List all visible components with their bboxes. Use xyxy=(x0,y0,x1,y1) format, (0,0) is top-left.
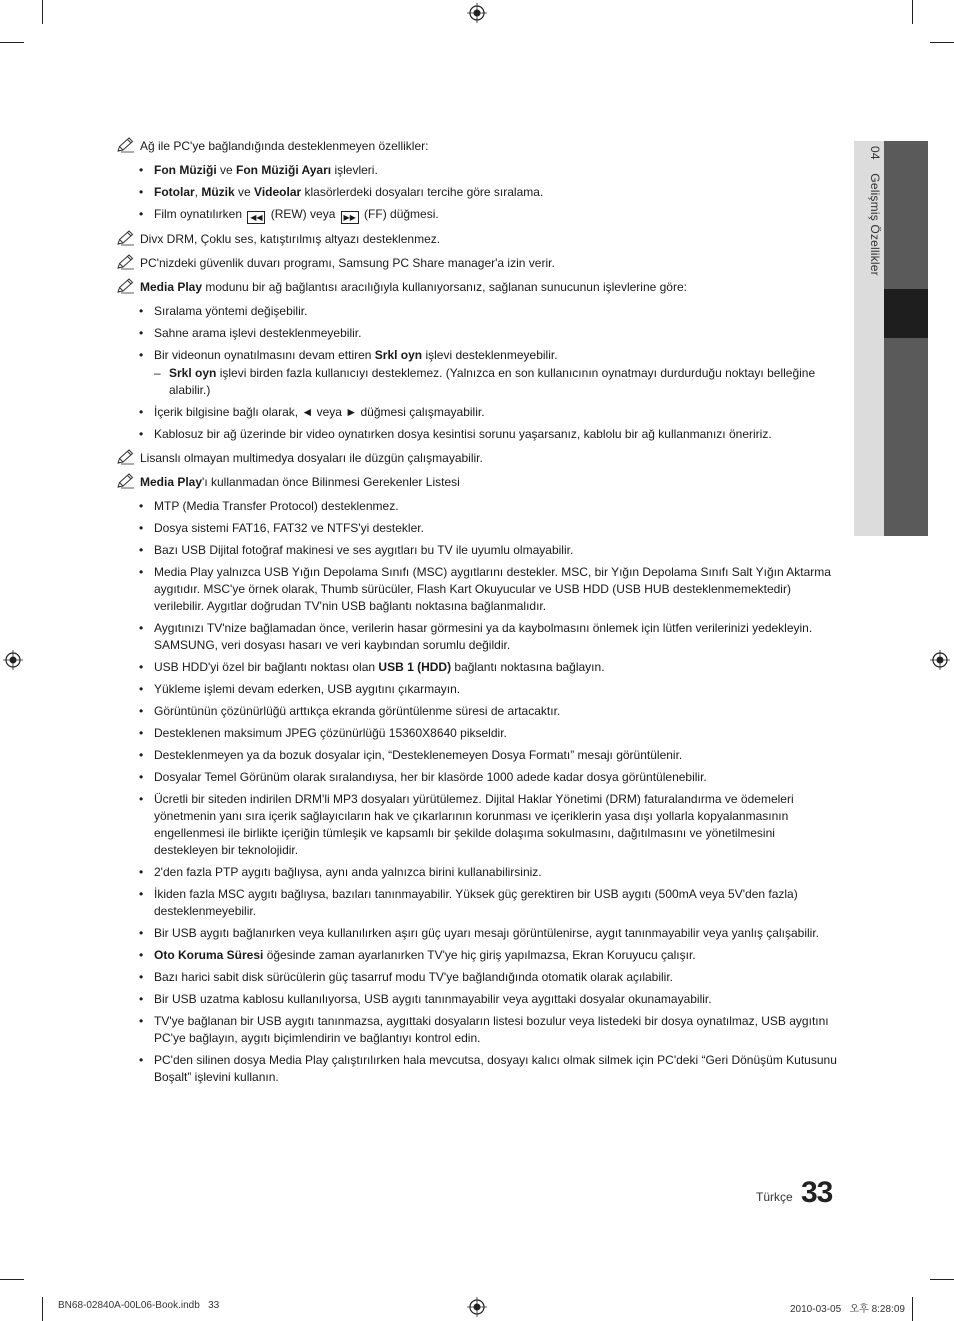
side-tab-label xyxy=(856,146,882,446)
text-run: Film oynatılırken xyxy=(154,207,246,221)
list-item xyxy=(154,498,841,515)
list-item xyxy=(154,206,841,224)
note-pencil-icon xyxy=(116,229,136,247)
text-run: Dosyalar Temel Görünüm olarak sıralandıysa, her bir klasörde 1000 adede kadar dosya görüntülenebilir. xyxy=(154,770,707,784)
page-content xyxy=(116,138,841,1093)
bold-term: Müzik xyxy=(201,185,235,199)
registration-mark-icon xyxy=(467,3,487,23)
side-tab-bar xyxy=(884,141,928,536)
text-run: (REW) veya xyxy=(267,207,339,221)
text-run: Bazı harici sabit disk sürücülerin güç tasarruf modu TV'ye bağlandığında otomatik olarak açılabilir. xyxy=(154,970,673,984)
list-item xyxy=(154,347,841,399)
text-run: Bir USB uzatma kablosu kullanılıyorsa, USB aygıtı tanınmayabilir veya aygıttaki dosyalar okunamayabilir. xyxy=(154,992,712,1006)
list-item xyxy=(154,542,841,559)
list-item xyxy=(154,725,841,742)
list-item xyxy=(154,659,841,676)
list-item xyxy=(154,520,841,537)
crop-mark xyxy=(912,1297,913,1321)
registration-mark-icon xyxy=(3,650,23,670)
crop-mark xyxy=(42,1297,43,1321)
text-run: klasörlerdeki dosyaları tercihe göre sıralama. xyxy=(301,185,544,199)
list-item xyxy=(154,184,841,201)
print-date-info: 2010-03-05 오후 8:28:09 xyxy=(790,1304,905,1315)
text-run: , xyxy=(194,185,202,199)
bold-term: Media Play xyxy=(140,475,203,489)
text-run: modunu bir ağ bağlantısı aracılığıyla kullanıyorsanız, sağlanan sunucunun işlevlerine göre: xyxy=(202,280,687,294)
note-item xyxy=(116,450,841,467)
list-item xyxy=(154,886,841,920)
text-run: bağlantı noktasına bağlayın. xyxy=(451,660,605,674)
registration-mark-icon xyxy=(930,650,950,670)
list-item xyxy=(154,1052,841,1086)
bullet-list xyxy=(116,498,841,1086)
text-run: (FF) düğmesi. xyxy=(360,207,439,221)
note-pencil-icon xyxy=(116,253,136,271)
list-item xyxy=(154,769,841,786)
text-run: Bir videonun oynatılmasını devam ettiren xyxy=(154,348,375,362)
text-run: Desteklenen maksimum JPEG çözünürlüğü 15360X8640 pikseldir. xyxy=(154,726,507,740)
list-item xyxy=(154,162,841,179)
text-run: Görüntünün çözünürlüğü arttıkça ekranda görüntülenme süresi de artacaktır. xyxy=(154,704,561,718)
bold-term: Oto Koruma Süresi xyxy=(154,948,264,962)
list-item xyxy=(154,991,841,1008)
note-item xyxy=(116,279,841,296)
text-run: MTP (Media Transfer Protocol) desteklenmez. xyxy=(154,499,399,513)
bold-term: Srkl oyn xyxy=(169,366,217,380)
bold-term: Fon Müziği Ayarı xyxy=(236,163,332,177)
note-text: Divx DRM, Çoklu ses, katıştırılmış altyazı desteklenmez. xyxy=(140,232,441,246)
bold-term: Videolar xyxy=(254,185,302,199)
text-run: 'ı kullanmadan önce Bilinmesi Gerekenler Listesi xyxy=(202,475,460,489)
list-item xyxy=(154,303,841,320)
crop-mark xyxy=(0,42,24,43)
bold-term: Fon Müziği xyxy=(154,163,217,177)
text-run: Yükleme işlemi devam ederken, USB aygıtını çıkarmayın. xyxy=(154,682,461,696)
list-item xyxy=(154,620,841,654)
text-run: Bir USB aygıtı bağlanırken veya kullanılırken aşırı güç uyarı mesajı görüntülenirse, aygıt tanınmayabilir veya yanlış çalışabilir. xyxy=(154,926,819,940)
text-run: İkiden fazla MSC aygıtı bağlıysa, bazıları tanınmayabilir. Yüksek güç gerektiren bir USB aygıtı (500mA veya 5V'den fazla) desteklenmeyebilir. xyxy=(154,887,798,918)
side-tab-title: Gelişmiş Özellikler xyxy=(868,173,882,276)
rewind-key-icon: ◀◀ xyxy=(247,211,265,224)
text-run: 2'den fazla PTP aygıtı bağlıysa, aynı anda yalnızca birini kullanabilirsiniz. xyxy=(154,865,542,879)
note-item xyxy=(116,255,841,272)
text-run: Kablosuz bir ağ üzerinde bir video oynatırken dosya kesintisi sorunu yaşarsanız, kablolu bir ağ kullanmanızı öneririz. xyxy=(154,427,772,441)
note-pencil-icon xyxy=(116,448,136,466)
fast-forward-key-icon: ▶▶ xyxy=(341,211,359,224)
page-language: Türkçe xyxy=(756,1190,793,1204)
list-item xyxy=(154,925,841,942)
note-text: Ağ ile PC'ye bağlandığında desteklenmeyen özellikler: xyxy=(140,139,429,153)
list-item xyxy=(154,947,841,964)
list-item xyxy=(154,864,841,881)
text-run: işlevleri. xyxy=(331,163,378,177)
crop-mark xyxy=(930,42,954,43)
text-run: PC'den silinen dosya Media Play çalıştırılırken hala mevcutsa, dosyayı kalıcı olmak silmek için PC'deki “Geri Dönüşüm Kutusunu Boşalt” işlevini kullanın. xyxy=(154,1053,837,1084)
page-number: 33 xyxy=(801,1176,833,1209)
list-item xyxy=(154,791,841,859)
bullet-list xyxy=(116,303,841,443)
crop-mark xyxy=(42,0,43,24)
text-run: TV'ye bağlanan bir USB aygıtı tanınmazsa, aygıttaki dosyaların listesi bozulur veya listedeki bir dosya oynatılmaz, USB aygıtını PC'ye bağlayın, aygıtı biçimlendirin ve bağlantıyı kontrol edin. xyxy=(154,1014,829,1045)
print-file-info: BN68-02840A-00L06-Book.indb 33 xyxy=(58,1300,220,1311)
note-pencil-icon xyxy=(116,277,136,295)
text-run: Sahne arama işlevi desteklenmeyebilir. xyxy=(154,326,362,340)
text-run: USB HDD'yi özel bir bağlantı noktası olan xyxy=(154,660,379,674)
text-run: ve xyxy=(216,163,236,177)
list-item xyxy=(154,969,841,986)
crop-mark xyxy=(0,1279,24,1280)
note-text: Lisanslı olmayan multimedya dosyaları ile düzgün çalışmayabilir. xyxy=(140,451,483,465)
note-text: PC'nizdeki güvenlik duvarı programı, Samsung PC Share manager'a izin verir. xyxy=(140,256,555,270)
note-item xyxy=(116,231,841,248)
bold-term: Media Play xyxy=(140,280,203,294)
bullet-list xyxy=(116,162,841,224)
list-item xyxy=(154,325,841,342)
text-run: işlevi desteklenmeyebilir. xyxy=(422,348,558,362)
side-tab-chapter-marker xyxy=(884,289,928,338)
text-run: Dosya sistemi FAT16, FAT32 ve NTFS'yi destekler. xyxy=(154,521,424,535)
crop-mark xyxy=(912,0,913,24)
list-item xyxy=(154,681,841,698)
text-run: ve xyxy=(234,185,255,199)
text-run: Aygıtınızı TV'nize bağlamadan önce, verilerin hasar görmesini ya da kaybolmasını önlemek için lütfen verilerinizi yedekleyin. SAMSUNG, veri dosyası hasarı ve veri kaybından sorumlu değildir. xyxy=(154,621,813,652)
text-run: Desteklenmeyen ya da bozuk dosyalar için, “Desteklenemeyen Dosya Formatı” mesajı görüntülenir. xyxy=(154,748,683,762)
text-run: işlevi birden fazla kullanıcıyı desteklemez. (Yalnızca en son kullanıcının oynatmayı durdurduğu noktayı belleğine alabilir.) xyxy=(169,366,816,397)
text-run: Ücretli bir siteden indirilen DRM'li MP3 dosyaları yürütülemez. Dijital Haklar Yönetimi (DRM) faturalandırma ve ödemeleri yönetmenin yanı sıra içerik sağlayıcıların hak ve çıkarlarının korunması ve içeriklerin yasa dışı yollarla kopyalanmasının engellenmesi ile birlikte içeriğin tümleşik ve kapsamlı bir şekilde dolaşıma sokulmasını, dağıtılmasını ve yönetilmesini destekleyen bir teknolojidir. xyxy=(154,792,794,857)
list-item xyxy=(154,426,841,443)
note-item xyxy=(116,474,841,491)
text-run: Bazı USB Dijital fotoğraf makinesi ve ses aygıtları bu TV ile uyumlu olmayabilir. xyxy=(154,543,574,557)
note-pencil-icon xyxy=(116,136,136,154)
text-run: Sıralama yöntemi değişebilir. xyxy=(154,304,308,318)
text-run: Media Play yalnızca USB Yığın Depolama Sınıfı (MSC) aygıtlarını destekler. MSC, bir Yığın Depolama Sınıfı Salt Yığın Aktarma aygıtıdır. MSC'ye örnek olarak, Thumb sürücüler, Flash Kart Okuyucular ve USB HDD (USB HUB desteklenmemektedir) verilebilir. Aygıtlar doğrudan TV'nin USB bağlantı noktasına bağlanmalıdır. xyxy=(154,565,831,613)
crop-mark xyxy=(930,1279,954,1280)
registration-mark-icon xyxy=(467,1297,487,1317)
bold-term: Fotolar xyxy=(154,185,195,199)
list-item xyxy=(154,404,841,421)
text-run: öğesinde zaman ayarlanırken TV'ye hiç giriş yapılmazsa, Ekran Koruyucu çalışır. xyxy=(263,948,696,962)
list-item xyxy=(154,1013,841,1047)
sub-list-item xyxy=(154,365,841,399)
list-item xyxy=(154,564,841,615)
list-item xyxy=(154,747,841,764)
list-item xyxy=(154,703,841,720)
note-pencil-icon xyxy=(116,472,136,490)
note-item xyxy=(116,138,841,155)
text-run: İçerik bilgisine bağlı olarak, ◄ veya ► düğmesi çalışmayabilir. xyxy=(154,405,485,419)
bold-term: USB 1 (HDD) xyxy=(378,660,452,674)
side-tab-number: 04 xyxy=(868,146,882,160)
bold-term: Srkl oyn xyxy=(374,348,423,362)
